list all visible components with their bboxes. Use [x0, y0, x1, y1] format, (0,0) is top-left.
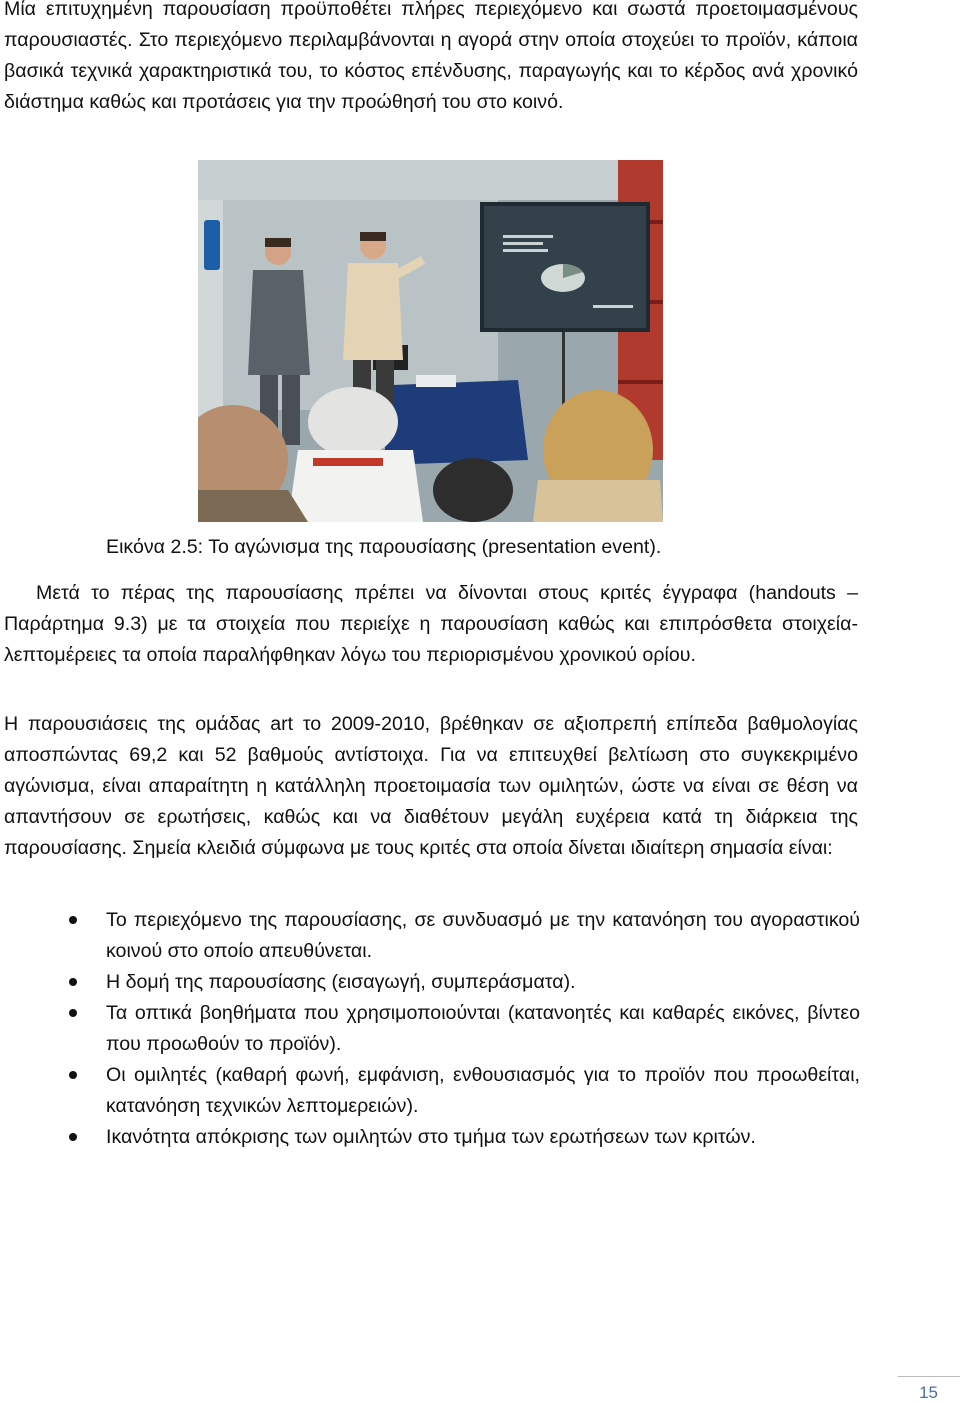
- list-item-text: Οι ομιλητές (καθαρή φωνή, εμφάνιση, ενθουσιασμός για το προϊόν που προωθείται, κατανόηση τεχνικών λεπτομερειών).: [106, 1064, 860, 1117]
- list-item: [0, 967, 860, 998]
- bullet-icon: [69, 916, 77, 924]
- list-item-text: Τα οπτικά βοηθήματα που χρησιμοποιούνται (κατανοητές και καθαρές εικόνες, βίντεο που προωθούν το προϊόν).: [106, 1002, 860, 1055]
- list-item: [0, 998, 860, 1060]
- page-number: 15: [919, 1383, 938, 1402]
- list-item-text: Ικανότητα απόκρισης των ομιλητών στο τμήμα των ερωτήσεων των κριτών.: [106, 1126, 756, 1148]
- results-paragraph: Η παρουσιάσεις της ομάδας art το 2009-2010, βρέθηκαν σε αξιοπρεπή επίπεδα βαθμολογίας αποσπώντας 69,2 και 52 βαθμούς αντίστοιχα. Για να επιτευχθεί βελτίωση στο συγκεκριμένο αγώνισμα, είναι απαραίτητη η κατάλληλη προετοιμασία των ομιλητών, ώστε να είναι σε θέση να απαντήσουν σε ερωτήσεις, καθώς και να διαθέτουν μεγάλη ευχέρεια κατά τη διάρκεια της παρουσίασης. Σημεία κλειδιά σύμφωνα με τους κριτές στα οποία δίνεται ιδιαίτερη σημασία είναι:: [4, 713, 858, 859]
- list-item-text: Το περιεχόμενο της παρουσίασης, σε συνδυασμό με την κατανόηση του αγοραστικού κοινού στο οποίο απευθύνεται.: [106, 909, 860, 962]
- bullet-icon: [69, 978, 77, 986]
- list-item: [0, 905, 860, 967]
- page-number-rule: [898, 1376, 960, 1377]
- figure-caption: Εικόνα 2.5: Το αγώνισμα της παρουσίασης (presentation event).: [106, 536, 662, 558]
- presentation-event-photo: [198, 160, 663, 522]
- bullet-icon: [69, 1009, 77, 1017]
- bullet-icon: [69, 1071, 77, 1079]
- key-points-list: [0, 905, 860, 1153]
- bullet-icon: [69, 1133, 77, 1141]
- list-item-text: Η δομή της παρουσίασης (εισαγωγή, συμπεράσματα).: [106, 971, 576, 993]
- list-item: [0, 1060, 860, 1122]
- handouts-paragraph: Μετά το πέρας της παρουσίασης πρέπει να δίνονται στους κριτές έγγραφα (handouts – Παράρτημα 9.3) με τα στοιχεία που περιείχε η παρουσίαση καθώς και επιπρόσθετα στοιχεία-λεπτομέρειες τα οποία παραλήφθηκαν λόγω του περιορισμένου χρονικού ορίου.: [4, 582, 858, 666]
- intro-paragraph: Μία επιτυχημένη παρουσίαση προϋποθέτει πλήρες περιεχόμενο και σωστά προετοιμασμένους παρουσιαστές. Στο περιεχόμενο περιλαμβάνονται η αγορά στην οποία στοχεύει το προϊόν, κάποια βασικά τεχνικά χαρακτηριστικά του, το κόστος επένδυσης, παραγωγής και το κέρδος ανά χρονικό διάστημα καθώς και προτάσεις για την προώθησή του στο κοινό.: [4, 0, 858, 113]
- list-item: [0, 1122, 860, 1153]
